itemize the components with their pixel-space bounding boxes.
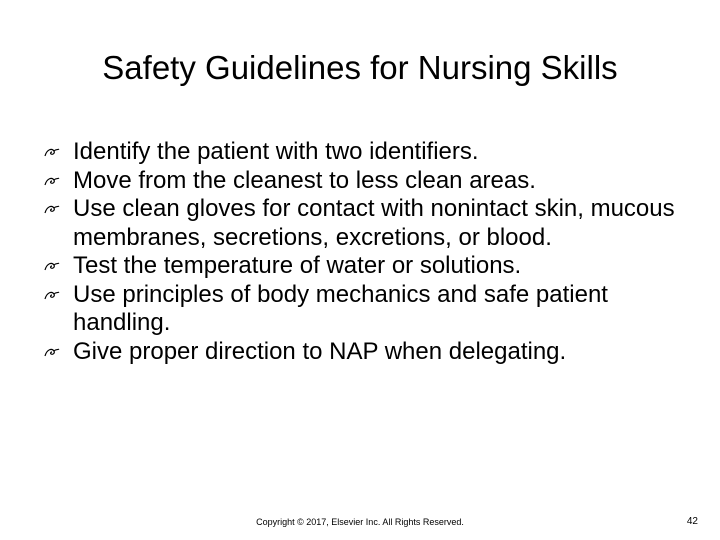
bullet-item	[0, 138, 700, 167]
fleuron-bullet-icon	[44, 167, 64, 195]
copyright-text: Copyright © 2017, Elsevier Inc. All Rights Reserved.	[256, 517, 464, 527]
bullet-text: Identify the patient with two identifiers.	[73, 138, 479, 165]
slide-title: Safety Guidelines for Nursing Skills	[102, 49, 618, 86]
fleuron-bullet-icon	[44, 138, 64, 166]
bullet-text: Move from the cleanest to less clean areas.	[73, 166, 536, 194]
bullet-text: Use principles of body mechanics and safe patient handling.	[73, 280, 608, 336]
copyright-footer	[0, 516, 720, 528]
bullet-text: Use clean gloves for contact with nonintact skin, mucous membranes, secretions, excretions, or blood.	[73, 195, 675, 251]
bullet-item	[0, 167, 700, 196]
fleuron-bullet-icon	[44, 338, 64, 366]
fleuron-bullet-icon	[44, 252, 64, 280]
bullet-text: Give proper direction to NAP when delegating.	[73, 337, 567, 365]
bullet-item	[0, 195, 700, 252]
bullet-text: Test the temperature of water or solutions.	[73, 252, 522, 279]
fleuron-bullet-icon	[44, 281, 64, 309]
page-number: 42	[686, 516, 698, 527]
bullet-list	[0, 138, 700, 366]
fleuron-bullet-icon	[44, 195, 64, 223]
bullet-item	[0, 252, 700, 281]
bullet-item	[0, 281, 700, 338]
bullet-item	[0, 338, 700, 367]
